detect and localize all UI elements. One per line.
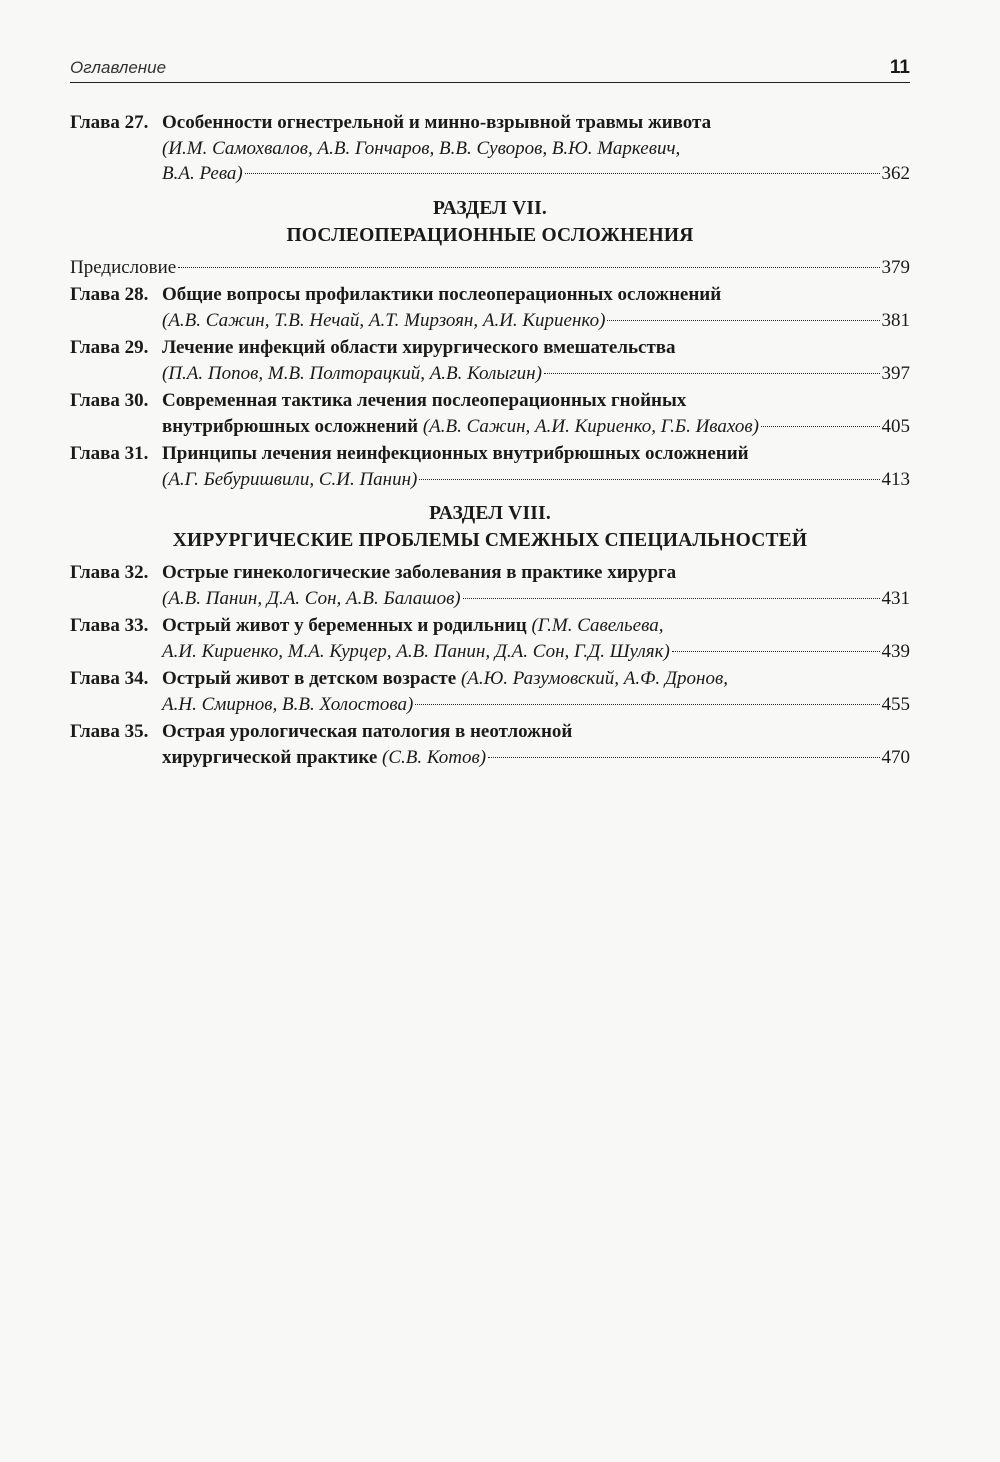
dot-leader <box>463 598 880 599</box>
chapter-label: Глава 34. <box>70 668 149 689</box>
dot-leader <box>419 479 879 480</box>
chapter-label: Глава 27. <box>70 112 149 133</box>
chapter-title: Острый живот в детском возрасте <box>162 668 457 689</box>
chapter-title: Общие вопросы профилактики послеоперационных осложнений <box>162 284 722 305</box>
chapter-authors: (А.В. Сажин, Т.В. Нечай, А.Т. Мирзоян, А.И. Кириенко) <box>162 309 606 331</box>
chapter-authors: А.Н. Смирнов, В.В. Холостова) <box>162 693 414 715</box>
section-heading-vii <box>70 195 910 249</box>
chapter-title: Современная тактика лечения послеоперационных гнойных <box>162 390 687 411</box>
toc-entry-ch29[interactable] <box>70 335 910 386</box>
chapter-title: Лечение инфекций области хирургического вмешательства <box>162 337 676 358</box>
page-header <box>70 52 910 83</box>
chapter-label: Глава 28. <box>70 284 149 305</box>
toc-entry-ch31[interactable] <box>70 441 910 492</box>
chapter-title: внутрибрюшных осложнений <box>162 415 419 437</box>
chapter-label: Глава 32. <box>70 562 149 583</box>
toc-entry-ch27[interactable] <box>70 110 910 187</box>
dot-leader <box>672 651 880 652</box>
chapter-title: хирургической практике <box>162 746 378 768</box>
section-number: РАЗДЕЛ VIII. <box>429 503 551 524</box>
chapter-page: 455 <box>881 693 910 715</box>
chapter-title: Острые гинекологические заболевания в практике хирурга <box>162 562 677 583</box>
chapter-authors: (А.Г. Бебуришвили, С.И. Панин) <box>162 468 418 490</box>
toc-entry-ch33[interactable] <box>70 613 910 664</box>
preface-page: 379 <box>881 256 910 278</box>
toc-entry-ch30[interactable] <box>70 388 910 439</box>
section-title: ПОСЛЕОПЕРАЦИОННЫЕ ОСЛОЖНЕНИЯ <box>286 224 694 246</box>
dot-leader <box>607 320 879 321</box>
chapter-authors: (А.В. Сажин, А.И. Кириенко, Г.Б. Ивахов) <box>422 415 759 437</box>
chapter-authors: (А.Ю. Разумовский, А.Ф. Дронов, <box>460 668 728 689</box>
chapter-page: 405 <box>881 415 910 437</box>
chapter-page: 397 <box>881 362 910 384</box>
chapter-label: Глава 30. <box>70 390 149 411</box>
chapter-page: 362 <box>881 163 910 184</box>
table-of-contents <box>70 110 910 772</box>
chapter-authors: (И.М. Самохвалов, А.В. Гончаров, В.В. Суворов, В.Ю. Маркевич, <box>162 137 681 159</box>
section-title: ХИРУРГИЧЕСКИЕ ПРОБЛЕМЫ СМЕЖНЫХ СПЕЦИАЛЬНОСТЕЙ <box>172 530 808 551</box>
chapter-authors: (Г.М. Савельева, <box>531 615 664 636</box>
chapter-label: Глава 31. <box>70 443 149 464</box>
dot-leader <box>178 267 879 268</box>
chapter-authors: А.И. Кириенко, М.А. Курцер, А.В. Панин, Д.А. Сон, Г.Д. Шуляк) <box>162 640 670 662</box>
chapter-authors: (С.В. Котов) <box>382 746 487 768</box>
chapter-page: 381 <box>881 309 910 331</box>
chapter-label: Глава 33. <box>70 615 149 636</box>
section-number: РАЗДЕЛ VII. <box>432 197 548 219</box>
toc-entry-ch34[interactable] <box>70 666 910 717</box>
chapter-title: Принципы лечения неинфекционных внутрибрюшных осложнений <box>162 443 749 464</box>
toc-entry-ch32[interactable] <box>70 560 910 611</box>
chapter-label: Глава 35. <box>70 721 149 742</box>
chapter-authors: (А.В. Панин, Д.А. Сон, А.В. Балашов) <box>162 587 461 609</box>
toc-entry-ch35[interactable] <box>70 719 910 770</box>
chapter-title: Особенности огнестрельной и минно-взрывной травмы живота <box>162 112 712 133</box>
chapter-title: Острый живот у беременных и родильниц <box>162 615 527 636</box>
toc-entry-preface[interactable] <box>70 255 910 281</box>
dot-leader <box>488 757 879 758</box>
chapter-title: Острая урологическая патология в неотложной <box>162 721 573 742</box>
dot-leader <box>415 704 879 705</box>
chapter-page: 413 <box>881 468 910 490</box>
dot-leader <box>544 373 880 374</box>
preface-label: Предисловие <box>70 256 177 278</box>
chapter-label: Глава 29. <box>70 337 149 358</box>
page-number: 11 <box>889 57 910 78</box>
dot-leader <box>245 173 880 174</box>
chapter-authors: В.А. Рева) <box>162 163 243 184</box>
toc-entry-ch28[interactable] <box>70 282 910 333</box>
dot-leader <box>761 426 880 427</box>
chapter-authors: (П.А. Попов, М.В. Полторацкий, А.В. Колыгин) <box>162 362 542 384</box>
chapter-page: 439 <box>881 640 910 662</box>
chapter-page: 431 <box>881 587 910 609</box>
running-title: Оглавление <box>70 58 167 77</box>
chapter-page: 470 <box>881 746 910 768</box>
section-heading-viii <box>70 500 910 554</box>
